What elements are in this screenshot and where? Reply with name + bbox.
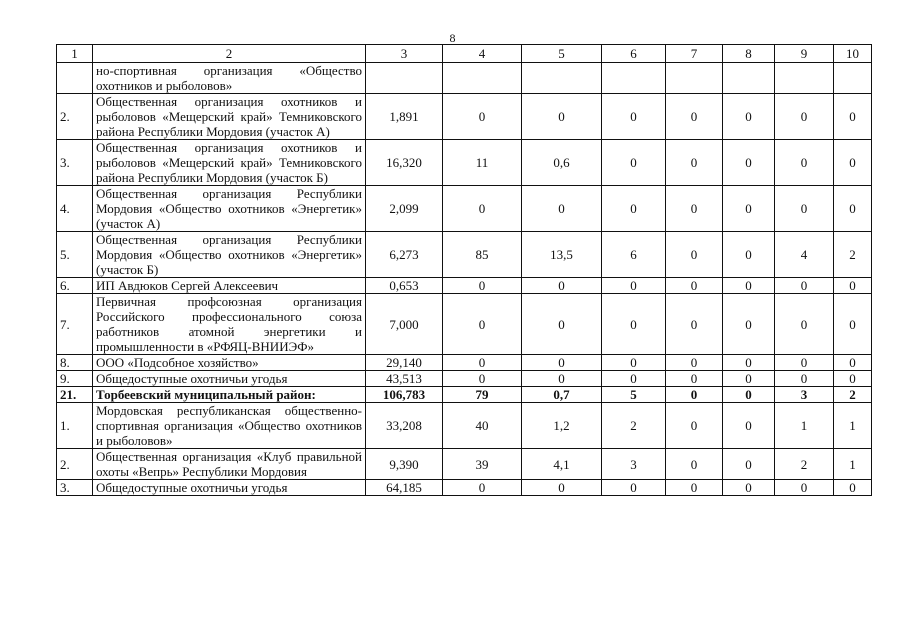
column-header: 5 <box>522 45 602 63</box>
value-cell: 0 <box>666 140 723 186</box>
value-cell: 0 <box>443 371 522 387</box>
value-cell: 2 <box>834 387 872 403</box>
value-cell: 0 <box>522 371 602 387</box>
value-cell: 0 <box>723 355 775 371</box>
value-cell <box>775 63 834 94</box>
value-cell: 2,099 <box>366 186 443 232</box>
value-cell: 0 <box>443 355 522 371</box>
value-cell: 43,513 <box>366 371 443 387</box>
organization-name: Торбеевский муниципальный район: <box>93 387 366 403</box>
value-cell: 0 <box>723 403 775 449</box>
value-cell: 40 <box>443 403 522 449</box>
organization-name: но-спортивная организация «Общество охотников и рыболовов» <box>93 63 366 94</box>
value-cell: 0 <box>522 480 602 496</box>
value-cell: 0 <box>775 140 834 186</box>
column-header: 7 <box>666 45 723 63</box>
value-cell <box>602 63 666 94</box>
value-cell: 0 <box>775 480 834 496</box>
value-cell: 0 <box>666 371 723 387</box>
value-cell: 0 <box>443 278 522 294</box>
value-cell: 0 <box>834 94 872 140</box>
value-cell: 0,6 <box>522 140 602 186</box>
table-row <box>57 278 872 294</box>
value-cell: 0 <box>602 94 666 140</box>
organization-name: ООО «Подсобное хозяйство» <box>93 355 366 371</box>
value-cell: 0 <box>723 449 775 480</box>
value-cell: 11 <box>443 140 522 186</box>
value-cell: 0 <box>834 278 872 294</box>
column-header: 1 <box>57 45 93 63</box>
row-number: 8. <box>57 355 93 371</box>
organization-name: Общественная организация охотников и рыболовов «Мещерский край» Темниковского района Республики Мордовия (участок Б) <box>93 140 366 186</box>
value-cell: 0 <box>834 140 872 186</box>
row-number: 4. <box>57 186 93 232</box>
value-cell: 3 <box>602 449 666 480</box>
value-cell <box>666 63 723 94</box>
value-cell: 0 <box>666 186 723 232</box>
value-cell: 0 <box>602 480 666 496</box>
value-cell: 0 <box>834 355 872 371</box>
value-cell: 0 <box>602 355 666 371</box>
table-row <box>57 355 872 371</box>
value-cell: 0 <box>775 355 834 371</box>
value-cell: 0 <box>775 294 834 355</box>
row-number: 7. <box>57 294 93 355</box>
value-cell: 0 <box>522 294 602 355</box>
value-cell: 0 <box>666 449 723 480</box>
table-row <box>57 140 872 186</box>
value-cell: 0,7 <box>522 387 602 403</box>
value-cell: 4 <box>775 232 834 278</box>
table-row <box>57 186 872 232</box>
table-row <box>57 480 872 496</box>
value-cell: 0 <box>666 94 723 140</box>
value-cell: 33,208 <box>366 403 443 449</box>
value-cell <box>366 63 443 94</box>
value-cell: 0 <box>443 294 522 355</box>
value-cell: 0 <box>775 94 834 140</box>
value-cell: 0 <box>522 94 602 140</box>
row-number: 1. <box>57 403 93 449</box>
column-header: 4 <box>443 45 522 63</box>
organization-name: Первичная профсоюзная организация Российского профессионального союза работников атомной энергетики и промышленности в «РФЯЦ-ВНИИЭФ» <box>93 294 366 355</box>
value-cell: 0 <box>723 94 775 140</box>
table-row <box>57 371 872 387</box>
column-header: 6 <box>602 45 666 63</box>
header-row <box>57 45 872 63</box>
value-cell: 0 <box>666 355 723 371</box>
value-cell: 0 <box>723 278 775 294</box>
value-cell: 5 <box>602 387 666 403</box>
row-number: 6. <box>57 278 93 294</box>
value-cell: 1 <box>775 403 834 449</box>
value-cell <box>834 63 872 94</box>
row-number: 9. <box>57 371 93 387</box>
value-cell: 1,891 <box>366 94 443 140</box>
value-cell: 6,273 <box>366 232 443 278</box>
value-cell: 0 <box>775 278 834 294</box>
value-cell: 106,783 <box>366 387 443 403</box>
organization-name: Общественная организация Республики Мордовия «Общество охотников «Энергетик» (участок А) <box>93 186 366 232</box>
organization-name: Общественная организация охотников и рыболовов «Мещерский край» Темниковского района Республики Мордовия (участок А) <box>93 94 366 140</box>
value-cell: 2 <box>602 403 666 449</box>
value-cell: 64,185 <box>366 480 443 496</box>
value-cell: 0 <box>723 387 775 403</box>
value-cell: 0 <box>666 278 723 294</box>
value-cell: 0 <box>834 371 872 387</box>
value-cell: 16,320 <box>366 140 443 186</box>
table-row <box>57 63 872 94</box>
column-header: 10 <box>834 45 872 63</box>
row-number: 21. <box>57 387 93 403</box>
value-cell: 0 <box>522 186 602 232</box>
value-cell: 0 <box>666 387 723 403</box>
organization-name: ИП Авдюков Сергей Алексеевич <box>93 278 366 294</box>
organization-name: Общедоступные охотничьи угодья <box>93 480 366 496</box>
table-row <box>57 232 872 278</box>
value-cell: 0 <box>443 186 522 232</box>
organization-name: Общественная организация «Клуб правильной охоты «Вепрь» Республики Мордовия <box>93 449 366 480</box>
value-cell: 0 <box>666 480 723 496</box>
table-row <box>57 294 872 355</box>
value-cell: 3 <box>775 387 834 403</box>
value-cell: 0 <box>775 371 834 387</box>
value-cell: 9,390 <box>366 449 443 480</box>
table-row <box>57 387 872 403</box>
value-cell: 0 <box>775 186 834 232</box>
value-cell: 0,653 <box>366 278 443 294</box>
value-cell: 0 <box>723 232 775 278</box>
value-cell: 4,1 <box>522 449 602 480</box>
value-cell: 2 <box>834 232 872 278</box>
column-header: 2 <box>93 45 366 63</box>
value-cell: 0 <box>522 278 602 294</box>
value-cell: 0 <box>723 186 775 232</box>
value-cell: 0 <box>723 480 775 496</box>
value-cell: 0 <box>602 278 666 294</box>
value-cell: 0 <box>522 355 602 371</box>
value-cell: 85 <box>443 232 522 278</box>
value-cell: 2 <box>775 449 834 480</box>
value-cell: 0 <box>443 94 522 140</box>
value-cell: 6 <box>602 232 666 278</box>
column-header: 9 <box>775 45 834 63</box>
value-cell: 0 <box>602 294 666 355</box>
organization-name: Мордовская республиканская общественно-спортивная организация «Общество охотников и рыболовов» <box>93 403 366 449</box>
value-cell: 0 <box>666 232 723 278</box>
value-cell: 0 <box>723 371 775 387</box>
organization-name: Общедоступные охотничьи угодья <box>93 371 366 387</box>
table-row <box>57 403 872 449</box>
row-number: 3. <box>57 140 93 186</box>
organization-name: Общественная организация Республики Мордовия «Общество охотников «Энергетик» (участок Б) <box>93 232 366 278</box>
row-number: 2. <box>57 449 93 480</box>
value-cell: 0 <box>834 186 872 232</box>
value-cell: 0 <box>443 480 522 496</box>
row-number: 5. <box>57 232 93 278</box>
page-number: 8 <box>449 31 456 45</box>
value-cell: 0 <box>834 294 872 355</box>
value-cell: 0 <box>834 480 872 496</box>
row-number <box>57 63 93 94</box>
table-row <box>57 449 872 480</box>
value-cell <box>522 63 602 94</box>
column-header: 8 <box>723 45 775 63</box>
value-cell: 7,000 <box>366 294 443 355</box>
column-header: 3 <box>366 45 443 63</box>
table-body <box>57 63 872 496</box>
value-cell: 0 <box>666 294 723 355</box>
value-cell: 0 <box>602 371 666 387</box>
value-cell: 39 <box>443 449 522 480</box>
value-cell: 1,2 <box>522 403 602 449</box>
value-cell: 0 <box>723 140 775 186</box>
row-number: 2. <box>57 94 93 140</box>
value-cell: 1 <box>834 449 872 480</box>
value-cell: 0 <box>723 294 775 355</box>
value-cell: 0 <box>666 403 723 449</box>
value-cell: 0 <box>602 186 666 232</box>
value-cell: 13,5 <box>522 232 602 278</box>
value-cell <box>723 63 775 94</box>
value-cell <box>443 63 522 94</box>
hunting-grounds-table <box>56 44 872 496</box>
row-number: 3. <box>57 480 93 496</box>
value-cell: 29,140 <box>366 355 443 371</box>
value-cell: 79 <box>443 387 522 403</box>
table-row <box>57 94 872 140</box>
value-cell: 1 <box>834 403 872 449</box>
value-cell: 0 <box>602 140 666 186</box>
